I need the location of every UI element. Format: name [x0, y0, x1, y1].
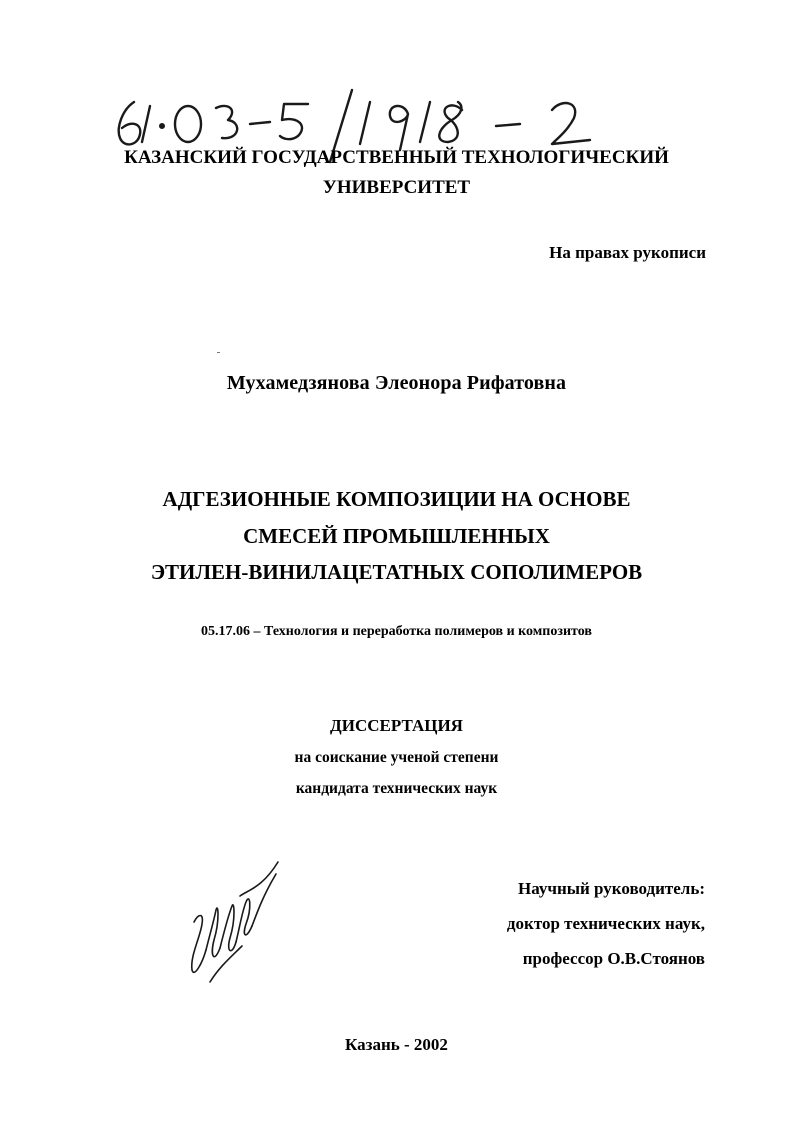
- city-year: Казань - 2002: [345, 1035, 448, 1054]
- specialty-code: 05.17.06 – Технология и переработка полимеров и композитов: [201, 624, 592, 639]
- degree-line-1: на соискание ученой степени: [294, 749, 499, 766]
- university-name-line-2: УНИВЕРСИТЕТ: [322, 177, 471, 198]
- supervisor-name: профессор О.В.Стоянов: [522, 949, 705, 968]
- title-line-2: СМЕСЕЙ ПРОМЫШЛЕННЫХ: [243, 523, 550, 548]
- title-line-3: ЭТИЛЕН-ВИНИЛАЦЕТАТНЫХ СОПОЛИМЕРОВ: [150, 560, 643, 584]
- title-line-1: АДГЕЗИОННЫЕ КОМПОЗИЦИИ НА ОСНОВЕ: [162, 487, 631, 511]
- supervisor-degree: доктор технических наук,: [506, 914, 705, 933]
- scan-speck: [217, 352, 220, 353]
- rights-note: На правах рукописи: [549, 243, 706, 262]
- dissertation-heading: ДИССЕРТАЦИЯ: [330, 716, 463, 735]
- author-name: Мухамедзянова Элеонора Рифатовна: [226, 372, 567, 394]
- degree-line-2: кандидата технических наук: [295, 780, 498, 797]
- dissertation-title: [0, 481, 793, 591]
- signature: [180, 860, 290, 985]
- university-name-line-1: КАЗАНСКИЙ ГОСУДАРСТВЕННЫЙ ТЕХНОЛОГИЧЕСКИЙ: [124, 147, 669, 168]
- supervisor-label: Научный руководитель:: [518, 879, 705, 898]
- university-header: [0, 143, 793, 203]
- supervisor-block: [507, 871, 705, 976]
